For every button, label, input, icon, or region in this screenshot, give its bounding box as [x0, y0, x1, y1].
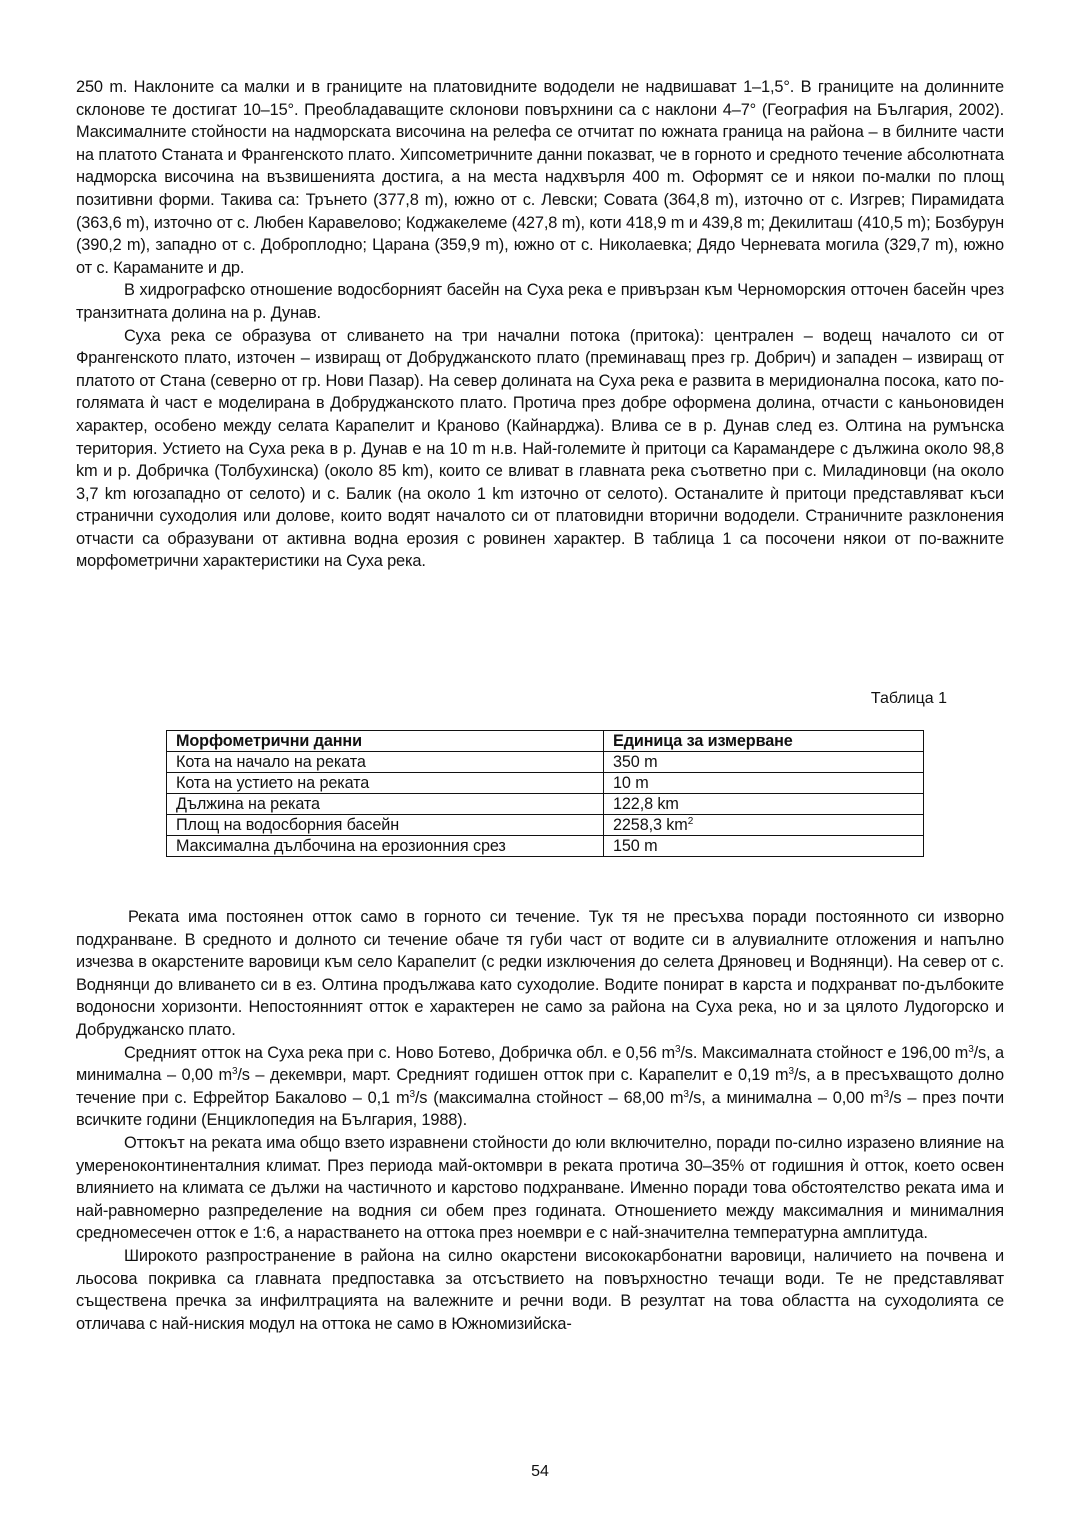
- table-header-cell: Морфометрични данни: [167, 731, 604, 752]
- table-row: [167, 794, 924, 815]
- paragraph-runoff: Реката има постоянен отток само в горното си течение. Тук тя не пресъхва поради постоянното си изворно подхранване. В средното и долното си течение обаче тя губи част от водите си в алувиалните отложения и напълно изчезва в окарстените варовици към село Карапелит (с редки изключения до селета Дряновец и Воднянци). На север от с. Воднянци до вливането си в ез. Олтина продължава като суходолие. Водите понират в карста и подхранват по-дълбоките водоносни хоризонти. Непостоянният отток е характерен не само за района на Суха река, но и за цялото Лудогорско и Добруджанско плато.: [76, 908, 1004, 1039]
- table-header-row: [167, 731, 924, 752]
- superscript: 2: [687, 815, 694, 827]
- paragraph-relief: 250 m. Наклоните са малки и в границите на платовидните вододели не надвишават 1–1,5°. В границите на долинните склонове те достигат 10–15°. Преобладаващите склонови повърхнини са с наклони 4–7° (География на България, 2002). Максималните стойности на надморската височина на релефа се отчитат по южната граница на района – в билните части на платото Станата и Франгенското плато. Хипсометричните данни показват, че в горното и средното течение абсолютната надморска височина на възвишенията достига, а на места надхвърля 400 m. Оформят се и някои по-малки по площ позитивни форми. Такива са: Трънето (377,8 m), южно от с. Левски; Совата (364,8 m), източно от с. Изгрев; Пирамидата (363,6 m), източно от с. Любен Каравелово; Коджакелеме (427,8 m), коти 418,9 m и 439,8 m; Декилиташ (410,5 m); Бозбурун (390,2 m), западно от с. Доброплодно; Царана (359,9 m), южно от с. Николаевка; Дядо Черневата могила (329,7 m), южно от с. Караманите и др.: [76, 78, 1004, 277]
- table-cell-value: 150 m: [604, 836, 924, 857]
- table-cell-value: 122,8 km: [604, 794, 924, 815]
- table-caption: Таблица 1: [870, 690, 947, 707]
- area-value: 2258,3 km: [613, 815, 688, 834]
- table-row: [167, 836, 924, 857]
- table-row: [167, 815, 924, 836]
- table-cell-value: 10 m: [604, 773, 924, 794]
- page-number: 54: [531, 1463, 549, 1480]
- paragraph-river-formation: Суха река се образува от сливането на три начални потока (притока): централен – водещ началото си от Франгенското плато, източен – извиращ от Добруджанското плато (преминаващ през гр. Добрич) и западен – извиращ от платото от Стана (северно от гр. Нови Пазар). На север долината на Суха река е развита в меридионална посока, като по-голямата ѝ част е моделирана в Добруджанското плато. Протича през добре оформена долина, отчасти с каньоновиден характер, особено между селата Карапелит и Краново (Кайнарджа). Влива се в р. Дунав след ез. Олтина на румънска територия. Устието на Суха река в р. Дунав е на 10 m н.в. Най-големите ѝ притоци са Карамандере с дължина около 98,8 km и р. Добричка (Толбухинска) (около 85 km), които се вливат в главната река съответно при с. Миладиновци (на около 3,7 km югозападно от селото) и с. Балик (на около 1 km източно от селото). Останалите ѝ притоци представляват къси странични суходолия или долове, които водят началото си от платовидни вторични вододели. Страничните разклонения отчасти са образувани от активна водна ерозия с ровинен характер. В таблица 1 са посочени някои от по-важните морфометрични характеристики на Суха река.: [76, 326, 1004, 571]
- paragraph-hydrography: В хидрографско отношение водосборният басейн на Суха река е привързан към Черноморския отточен басейн чрез транзитната долина на р. Дунав.: [76, 281, 1004, 322]
- paragraph-karst: Широкото разпространение в района на силно окарстени висококарбонатни варовици, наличието на почвена и льосова покривка са главната предпоставка за отсъствието на повърхностно течащи води. Те не представляват съществена пречка за инфилтрацията на валежните и речни води. В резултат на това областта на суходолията се отличава с най-ниския модул на оттока не само в Южномизийска-: [76, 1246, 1004, 1333]
- table-cell-value: [604, 815, 924, 836]
- paragraph-discharge: Средният отток на Суха река при с. Ново Ботево, Добричка обл. е 0,56 $m^3/s$. Максималната стойност е 196,00 $m^3/s$, а минимална – 0,00 $m^3/s$ – декември, март. Средният годишен отток при с. Карапелит е 0,19 $m^3/s$, а в пресъхващото долно течение при с. Ефрейтор Бакалово – 0,1 $m^3/s$ (максимална стойност – 68,00 $m^3/s$, а минимална – 0,00 $m^3/s$ – през почти всичките години (Енциклопедия на България, 1988).: [76, 1043, 1004, 1130]
- table-cell-label: Кота на устието на реката: [167, 773, 604, 794]
- morphometric-table: [166, 730, 924, 857]
- table-row: [167, 752, 924, 773]
- table-cell-value: 350 m: [604, 752, 924, 773]
- table-row: [167, 773, 924, 794]
- text-block-bottom: [76, 906, 1004, 1335]
- table-cell-label: Максимална дълбочина на ерозионния срез: [167, 836, 604, 857]
- paragraph-regime: Оттокът на реката има общо взето изравнени стойности до юли включително, поради по-силно изразено влияние на умереноконтиненталния климат. През периода май-октомври в реката протича 30–35% от годишния ѝ отток, което освен влиянието на климата се дължи на частичното и карстово подхранване. Именно поради това обстоятелство реката има и най-равномерно разпределение на водния си обем през годината. Отношението между максималния и минималния средномесечен отток е 1:6, а нарастването на оттока през ноември е с най-значителна температурна амплитуда.: [76, 1133, 1004, 1243]
- text-block-top: [76, 76, 1004, 573]
- table-cell-label: Площ на водосборния басейн: [167, 815, 604, 836]
- table-cell-label: Кота на начало на реката: [167, 752, 604, 773]
- table-header-cell: Единица за измерване: [604, 731, 924, 752]
- table-cell-label: Дължина на реката: [167, 794, 604, 815]
